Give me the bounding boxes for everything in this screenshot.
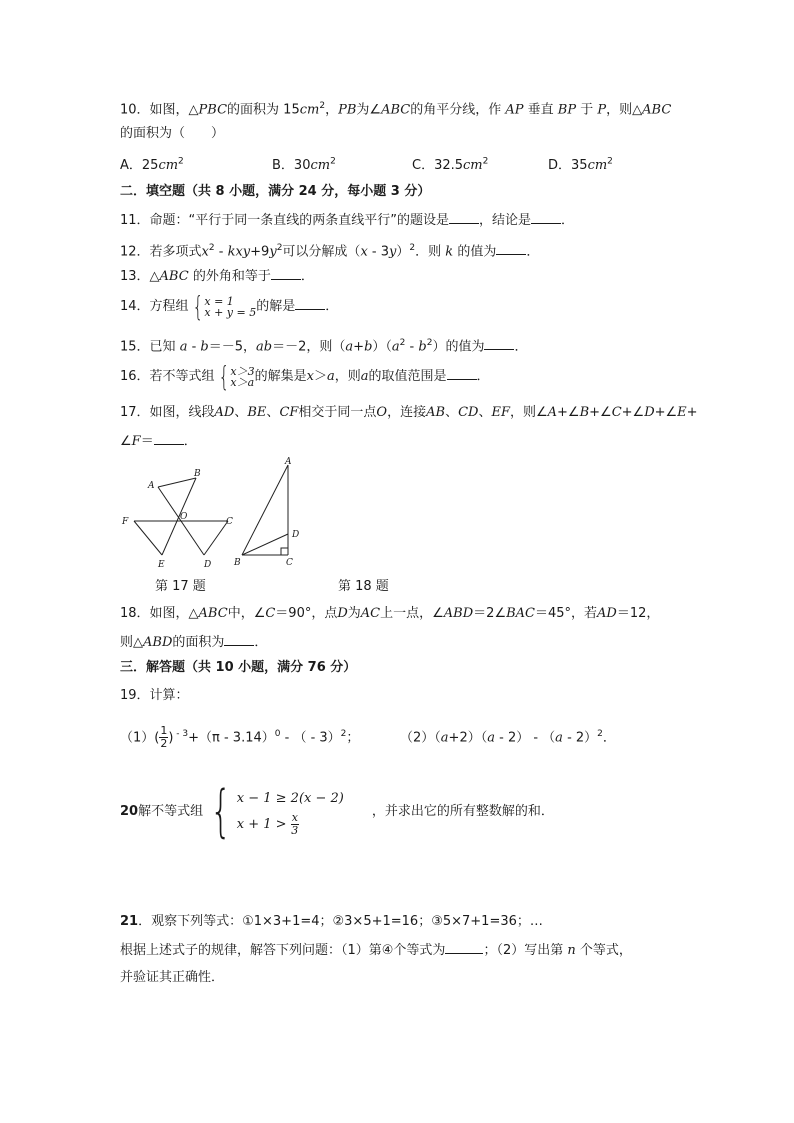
text: +（π - 3.14）	[188, 730, 275, 746]
text: ＞	[313, 369, 327, 384]
var: AP	[505, 102, 524, 118]
text: 、	[478, 405, 492, 420]
label-d: D	[292, 530, 300, 540]
exponent: 2	[426, 338, 433, 348]
section3-title: 三．解答题（共 10 小题，满分 76 分）	[120, 660, 357, 675]
q16	[120, 359, 490, 393]
var: a	[440, 730, 449, 746]
inequality-system	[237, 786, 344, 838]
var: C	[611, 405, 622, 420]
left-brace: {	[192, 289, 203, 323]
var: E	[677, 405, 687, 420]
var: PBC	[198, 102, 228, 118]
text: ＝－5，	[208, 339, 257, 355]
inequality: x＞a	[230, 375, 255, 389]
text: 的角平分线，作	[410, 102, 502, 118]
q21-line3: 并验证其正确性．	[120, 970, 225, 985]
exponent: 2	[276, 243, 283, 253]
var: A	[547, 405, 558, 420]
text: ）（	[372, 339, 392, 355]
answer-blank[interactable]	[295, 296, 325, 310]
var: a	[326, 369, 335, 384]
var: a	[360, 369, 369, 384]
var: b	[200, 339, 209, 355]
var: F	[131, 434, 141, 449]
var: x	[360, 244, 368, 260]
var: AB	[426, 405, 446, 420]
var: O	[376, 405, 388, 420]
text: ，则	[334, 369, 361, 384]
text: 相交于同一点	[298, 405, 377, 420]
var: ABC	[381, 102, 411, 118]
text: ．	[561, 213, 575, 228]
exponent: 2	[208, 243, 215, 253]
figure-18	[242, 465, 288, 555]
text: ＝45°，若	[535, 606, 598, 621]
text: +2）（	[448, 730, 488, 746]
q17-line2	[120, 431, 197, 452]
text: ，连接	[387, 405, 427, 420]
unit: cm	[158, 158, 179, 173]
var: ABD	[443, 606, 474, 621]
equation: x = 1	[204, 294, 234, 308]
left-brace: {	[210, 779, 232, 844]
text: ．	[602, 730, 616, 746]
var: k	[445, 244, 454, 260]
text: -	[405, 339, 419, 355]
var: BE	[247, 405, 267, 420]
q10-option-a	[120, 154, 184, 173]
text: ；（2）写出第	[483, 943, 564, 958]
label-c: C	[286, 558, 293, 568]
segment-ab	[158, 478, 196, 487]
text: ．	[254, 635, 268, 650]
text: ）的值为	[432, 339, 485, 355]
left-brace: {	[218, 359, 229, 393]
unit: cm	[310, 158, 331, 173]
label-c: C	[226, 517, 233, 527]
text: 个等式，	[579, 943, 632, 958]
text: - 3	[367, 244, 390, 260]
text: 18．如图，△	[120, 606, 199, 621]
answer-blank[interactable]	[445, 940, 483, 954]
text: ．则	[415, 244, 442, 260]
var: PB	[338, 102, 357, 118]
label-o: O	[180, 512, 188, 522]
text: 上一点，∠	[380, 606, 444, 621]
text: 为∠	[356, 102, 382, 118]
q11	[120, 210, 574, 231]
var: b	[418, 339, 427, 355]
exponent: - 3	[173, 729, 189, 739]
question-number: 20	[120, 804, 139, 819]
text: )	[168, 730, 174, 746]
text: 的值为	[457, 244, 497, 260]
text: （2）（	[400, 730, 441, 746]
text: ，	[325, 102, 339, 118]
answer-blank[interactable]	[449, 210, 479, 224]
text: ．	[476, 369, 490, 384]
text: 、	[266, 405, 280, 420]
text: ，则△	[606, 102, 643, 118]
question-number: 21	[120, 914, 139, 929]
text: ．	[183, 434, 197, 449]
var: ABC	[642, 102, 672, 118]
section2-title: 二．填空题（共 8 小题，满分 24 分，每小题 3 分）	[120, 184, 431, 199]
label-a: A	[285, 457, 292, 467]
var: kxy	[227, 244, 251, 260]
q12	[120, 238, 539, 262]
answer-blank[interactable]	[271, 266, 301, 280]
var: ABC	[159, 269, 189, 284]
text: ；	[346, 730, 360, 746]
text: 根据上述式子的规律，解答下列问题：（1）第④个等式为	[120, 943, 446, 958]
text: 的解是	[256, 299, 296, 314]
numerator: 1	[160, 724, 168, 738]
var: a	[487, 730, 495, 746]
inequality: x＞3	[230, 364, 255, 378]
text: +∠	[654, 405, 678, 420]
exponent: 2	[597, 729, 603, 739]
q10-option-d	[548, 154, 613, 173]
var: D	[644, 405, 655, 420]
unit: cm	[463, 158, 483, 173]
right-angle-mark	[281, 548, 288, 555]
text: +9	[250, 244, 270, 260]
q21-line2	[120, 940, 632, 961]
text: ．观察下列等式：①1×3+1=4；②3×5+1=16；③5×7+1=36；…	[138, 914, 543, 929]
answer-blank[interactable]	[496, 241, 526, 255]
q19-title: 19．计算：	[120, 688, 189, 703]
fraction	[291, 812, 299, 837]
equation-system	[204, 296, 256, 318]
unit: cm	[587, 158, 608, 173]
var: ab	[256, 339, 273, 355]
q10-line2: 的面积为（ ）	[120, 126, 225, 141]
text: D．35	[548, 158, 588, 173]
var: AC	[360, 606, 381, 621]
text: -	[214, 244, 228, 260]
text: 16．若不等式组	[120, 369, 215, 384]
var: x	[201, 244, 209, 260]
var: x	[306, 369, 314, 384]
exponent: 2	[319, 101, 326, 111]
text: ．	[514, 339, 528, 355]
label-f: F	[122, 517, 129, 527]
var: n	[567, 943, 576, 958]
exponent: 2	[330, 156, 336, 167]
text: ＝	[140, 434, 154, 449]
inequality: x + 1 >	[236, 817, 287, 832]
text: （1）(	[120, 730, 160, 746]
text: +∠	[589, 405, 612, 420]
text: 为	[347, 606, 361, 621]
figure-18-caption: 第 18 题	[338, 579, 389, 594]
text: ，则∠	[509, 405, 548, 420]
unit: cm	[299, 102, 320, 118]
geometry-figures	[118, 455, 448, 570]
denominator: 2	[160, 737, 168, 751]
text: - （ - 3）	[280, 730, 341, 746]
q10-line1	[120, 96, 671, 120]
text: 垂直	[527, 102, 554, 118]
segment-cd	[204, 521, 228, 555]
segment-ef	[134, 521, 162, 555]
var: a	[179, 339, 188, 355]
q21-line1	[120, 912, 543, 932]
answer-blank[interactable]	[447, 366, 477, 380]
exponent: 2	[409, 243, 416, 253]
var: b	[364, 339, 373, 355]
var: AD	[597, 606, 617, 621]
text: C．32.5	[412, 158, 464, 173]
label-b: B	[194, 469, 201, 479]
q17-line1	[120, 403, 698, 423]
equation: x + y = 5	[204, 305, 257, 319]
text: 可以分解成（	[282, 244, 361, 260]
text: ，并求出它的所有整数解的和．	[371, 804, 554, 819]
text: +∠	[557, 405, 580, 420]
q10-option-b	[272, 154, 336, 173]
label-e: E	[158, 560, 165, 570]
text: - 2） - （	[494, 730, 556, 746]
denominator: 3	[291, 824, 299, 837]
var: a	[345, 339, 354, 355]
text: ＝2∠	[473, 606, 507, 621]
text: - 2）	[562, 730, 598, 746]
q10-option-c	[412, 154, 488, 173]
var: BAC	[506, 606, 535, 621]
text: 于	[580, 102, 594, 118]
answer-blank[interactable]	[531, 210, 561, 224]
var: P	[597, 102, 607, 118]
text: ．	[325, 299, 339, 314]
answer-blank[interactable]	[484, 336, 514, 350]
text: 中，∠	[227, 606, 266, 621]
var: B	[579, 405, 590, 420]
segment-be	[162, 478, 196, 555]
text: 13．△	[120, 269, 160, 284]
text: 的面积为 15	[227, 102, 300, 118]
inequality-system	[230, 366, 254, 388]
exponent: 2	[178, 156, 184, 167]
label-d: D	[204, 560, 212, 570]
var: y	[389, 244, 397, 260]
text: 解不等式组	[138, 804, 204, 819]
text: +	[686, 405, 698, 420]
q15	[120, 333, 527, 357]
numerator: x	[291, 811, 298, 824]
text: ）	[396, 244, 410, 260]
var: a	[555, 730, 563, 746]
var: ABD	[143, 635, 173, 650]
text: 、	[234, 405, 248, 420]
var: BP	[557, 102, 577, 118]
q13	[120, 266, 314, 287]
text: 10．如图，△	[120, 102, 199, 118]
q18-line2	[120, 632, 267, 653]
text: ．	[526, 244, 540, 260]
q14	[120, 289, 339, 323]
label-a: A	[148, 481, 155, 491]
text: 的外角和等于	[192, 269, 271, 284]
figure-17-caption: 第 17 题	[155, 579, 206, 594]
exponent: 0	[274, 729, 281, 739]
text: +	[353, 339, 365, 355]
label-b: B	[234, 558, 241, 568]
text: ．	[300, 269, 314, 284]
exponent: 2	[340, 729, 347, 739]
var: CF	[279, 405, 299, 420]
exponent: 2	[607, 156, 613, 167]
text: 14．方程组	[120, 299, 189, 314]
text: B．30	[272, 158, 311, 173]
text: ＝12，	[616, 606, 660, 621]
text: ∠	[120, 434, 132, 449]
text: +∠	[621, 405, 645, 420]
q20	[120, 779, 554, 848]
var: AD	[214, 405, 235, 420]
answer-blank[interactable]	[154, 431, 184, 445]
exponent: 2	[399, 338, 406, 348]
text: A．25	[120, 158, 159, 173]
q18-line1	[120, 604, 659, 624]
text: 15．已知	[120, 339, 176, 355]
var: a	[391, 339, 400, 355]
text: 则△	[120, 635, 143, 650]
text: 的取值范围是	[368, 369, 447, 384]
text: 、	[445, 405, 459, 420]
text: ，结论是	[479, 213, 532, 228]
text: 的解集是	[254, 369, 307, 384]
var: C	[265, 606, 276, 621]
inequality: x − 1 ≥ 2(x − 2)	[236, 791, 344, 806]
exponent: 2	[482, 156, 489, 167]
text: ＝90°，点	[275, 606, 338, 621]
segment-ab	[242, 465, 288, 555]
text: ＝－2，则（	[272, 339, 346, 355]
var: CD	[458, 405, 479, 420]
var: y	[269, 244, 277, 260]
text: 11．命题：“平行于同一条直线的两条直线平行”的题设是	[120, 213, 450, 228]
text: 17．如图，线段	[120, 405, 215, 420]
text: -	[187, 339, 201, 355]
text: 12．若多项式	[120, 244, 202, 260]
var: ABC	[198, 606, 228, 621]
q19-part1	[120, 720, 359, 752]
text: 的面积为	[172, 635, 225, 650]
q19-part2	[400, 720, 616, 752]
var: D	[337, 606, 348, 621]
fraction	[159, 725, 168, 750]
answer-blank[interactable]	[224, 632, 254, 646]
var: EF	[491, 405, 510, 420]
